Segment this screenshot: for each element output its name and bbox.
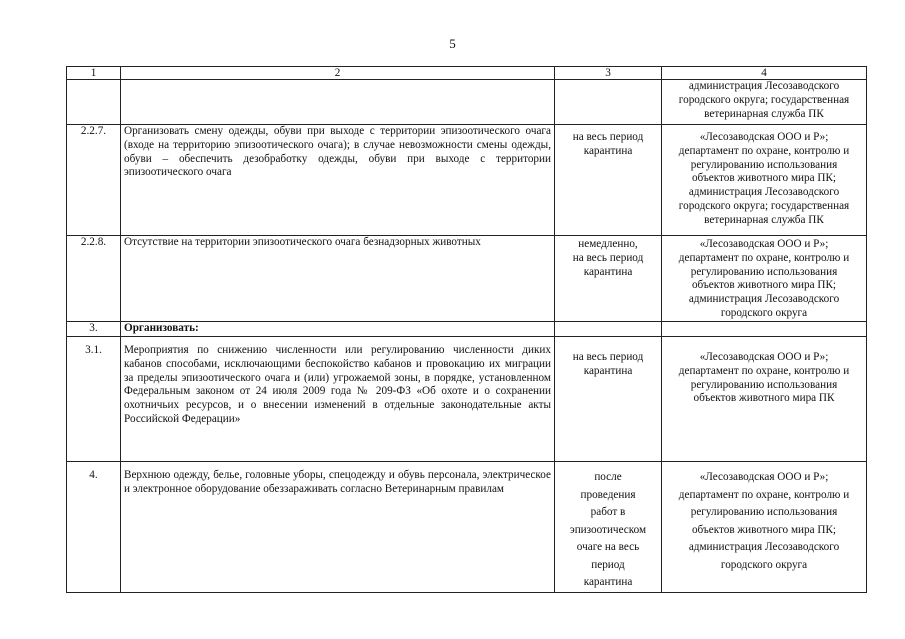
responsible-line: городского округа [720,306,808,319]
header-col-2: 2 [121,67,555,80]
responsible-line: регулированию использования [690,506,838,518]
deadline-line: карантина [583,144,633,157]
responsible-line: администрация Лесозаводского [688,80,840,92]
header-col-3: 3 [555,67,662,80]
deadline-line: после [594,471,622,483]
deadline-line: на весь период [572,251,644,264]
responsible-cell [662,125,867,236]
responsible-cell [662,462,867,593]
deadline-line: период [591,558,625,571]
deadline-cell [555,125,662,236]
task-text: Мероприятия по снижению численности или регулированию численности диких кабанов способами, исключающими беспокойство кабанов и провокацию их миграции за пределы эпизоотического очага и (или) угрожаемой зоны, в порядке, установленном Федеральным законом от 24 июля 2009 года № 209-ФЗ «Об охоте и о сохранении охотничьих ресурсов, и о внесении изменений в отдельные законодательные акты Российской Федерации» [121,337,555,462]
responsible-line: администрация Лесозаводского [688,186,840,199]
responsible-line: «Лесозаводская ООО и Р»; [699,471,829,483]
deadline-line: карантина [583,364,633,377]
responsible-line: департамент по охране, контролю и [678,488,850,501]
measures-table [66,66,867,593]
deadline-line: немедленно, [578,238,638,250]
responsible-cell [662,236,867,322]
header-col-1: 1 [67,67,121,80]
deadline-cell [555,337,662,462]
task-text: Верхнюю одежду, белье, головные уборы, спецодежду и обувь персонала, электрическое и электронное оборудование обеззараживать согласно Ветеринарным правилам [121,462,555,593]
deadline-line: работ в [590,506,626,518]
page-number: 5 [449,36,456,51]
responsible-line: объектов животного мира ПК; [691,172,837,185]
table-row [67,462,867,593]
item-number: 4. [67,462,121,593]
item-number: 3. [67,322,121,337]
deadline-line: на весь период [572,351,644,363]
item-number: 2.2.7. [67,125,121,236]
item-number: 3.1. [67,337,121,462]
responsible-line: «Лесозаводская ООО и Р»; [699,238,829,250]
responsible-line: объектов животного мира ПК; [691,279,837,292]
item-number: 2.2.8. [67,236,121,322]
task-text: Отсутствие на территории эпизоотического очага безнадзорных животных [121,236,555,322]
table-header-row [67,67,867,80]
header-col-4: 4 [662,67,867,80]
task-text: Организовать смену одежды, обуви при выходе с территории эпизоотического очага (входе на территорию эпизоотического очага); в случае невозможности смены одежды, обуви – обеспечить дезобработку одежды, обуви при выходе с территории эпизоотического очага [121,125,555,236]
responsible-line: департамент по охране, контролю и [678,364,850,377]
responsible-line: администрация Лесозаводского [688,293,840,306]
deadline-line: карантина [583,576,633,588]
responsible-line: департамент по охране, контролю и [678,251,850,264]
deadline-line: эпизоотическом [569,523,647,536]
task-text [121,80,555,125]
deadline-cell [555,236,662,322]
deadline-line: карантина [583,265,633,278]
responsible-line: ветеринарная служба ПК [704,107,824,120]
responsible-line: регулированию использования [690,265,838,278]
responsible-line: «Лесозаводская ООО и Р»; [699,131,829,143]
table-row [67,236,867,322]
responsible-cell [662,80,867,125]
deadline-line: на весь период [572,131,644,143]
responsible-line: городского округа [720,558,808,571]
table-row [67,322,867,337]
responsible-line: департамент по охране, контролю и [678,144,850,157]
responsible-line: объектов животного мира ПК [693,392,835,405]
responsible-line: регулированию использования [690,158,838,171]
table-row [67,337,867,462]
responsible-line: «Лесозаводская ООО и Р»; [699,351,829,363]
responsible-line: регулированию использования [690,378,838,391]
section-heading: Организовать: [121,322,555,337]
deadline-cell [555,462,662,593]
responsible-line: администрация Лесозаводского [688,541,840,553]
item-number [67,80,121,125]
responsible-line: городского округа; государственная [678,199,850,212]
table-row [67,125,867,236]
responsible-cell [662,337,867,462]
responsible-line: городского округа; государственная [678,93,850,106]
deadline-line: очаге на весь [576,541,640,553]
table-row [67,80,867,125]
responsible-line: объектов животного мира ПК; [691,523,837,536]
responsible-cell [662,322,867,337]
deadline-cell [555,80,662,125]
deadline-line: проведения [580,488,636,501]
deadline-cell [555,322,662,337]
responsible-line: ветеринарная служба ПК [704,213,824,226]
